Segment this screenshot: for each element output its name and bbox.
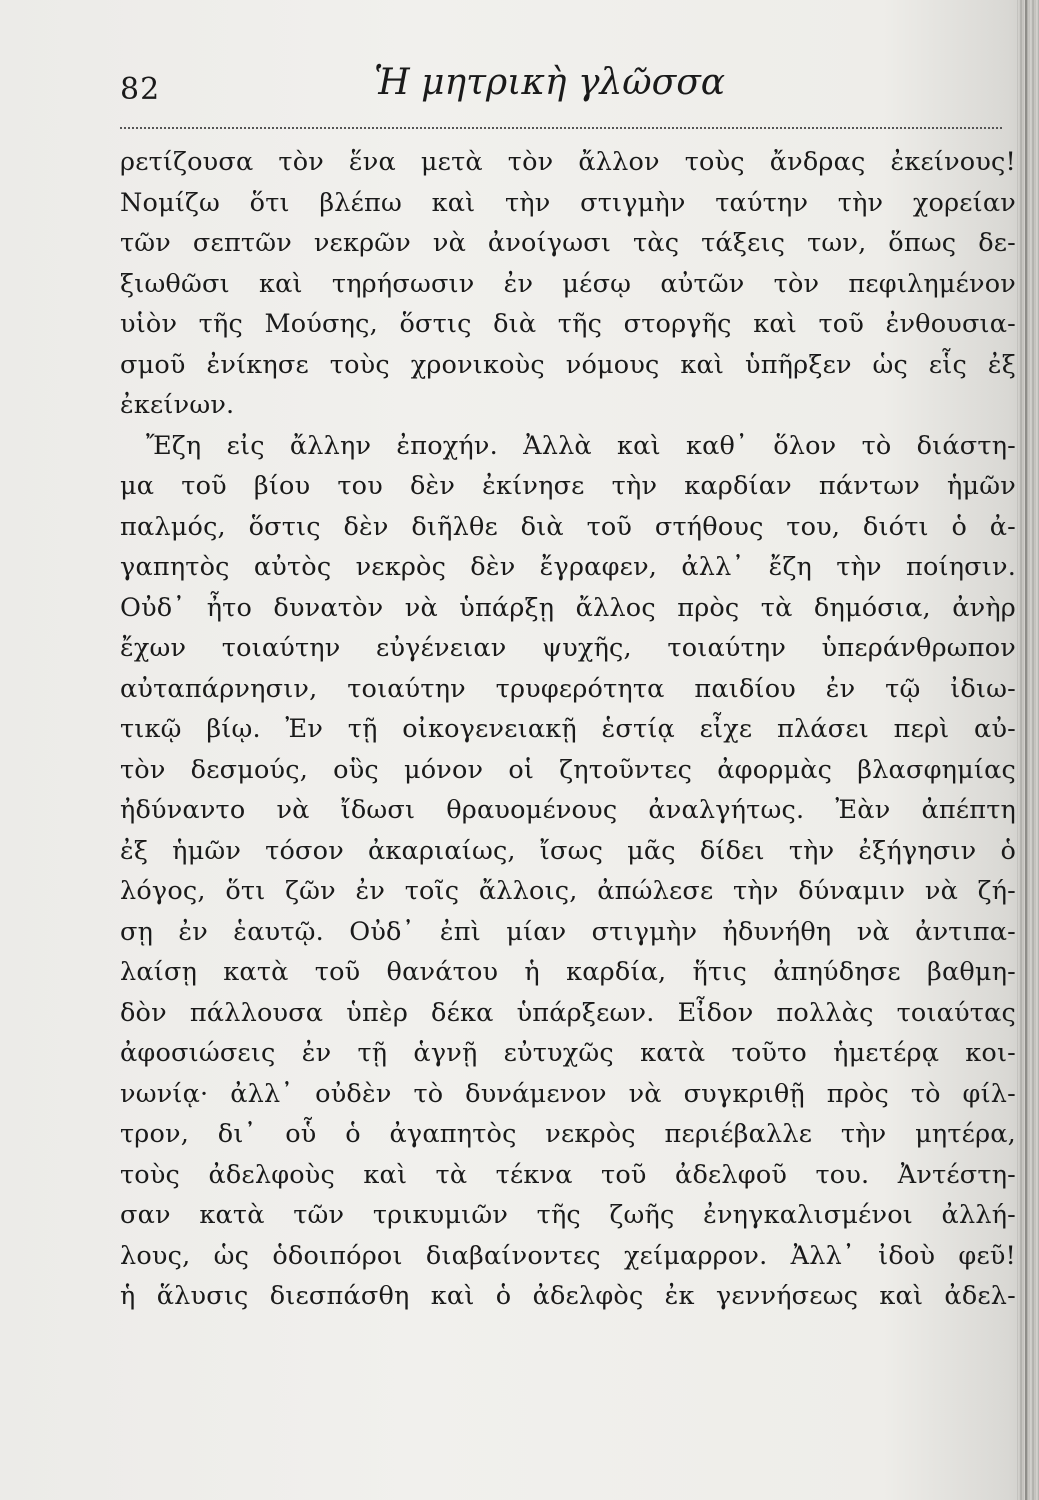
text-line: μα τοῦ βίου του δὲν ἐκίνησε τὴν καρδίαν πάντων ἡμῶν xyxy=(120,471,1016,501)
text-line: νωνίᾳ· ἀλλ᾽ οὐδὲν τὸ δυνάμενον νὰ συγκριθῇ πρὸς τὸ φίλ- xyxy=(120,1078,1016,1109)
text-line: λαίσῃ κατὰ τοῦ θανάτου ἡ καρδία, ἥτις ἀπηύδησε βαθμη- xyxy=(120,957,1016,987)
text-line: ἀφοσιώσεις ἐν τῇ ἁγνῇ εὐτυχῶς κατὰ τοῦτο ἡμετέρᾳ κοι- xyxy=(120,1038,1016,1068)
text-line: ἐξ ἡμῶν τόσον ἀκαριαίως, ἴσως μᾶς δίδει τὴν ἐξήγησιν ὁ xyxy=(120,835,1016,866)
text-line: σαν κατὰ τῶν τρικυμιῶν τῆς ζωῆς ἐνηγκαλισμένοι ἀλλή- xyxy=(120,1200,1016,1230)
text-line: δὸν πάλλουσα ὑπὲρ δέκα ὑπάρξεων. Εἶδον πολλὰς τοιαύτας xyxy=(120,997,1016,1028)
text-line: σμοῦ ἐνίκησε τοὺς χρονικοὺς νόμους καὶ ὑπῆρξεν ὡς εἷς ἐξ xyxy=(120,349,1016,380)
text-line: ἠδύναντο νὰ ἴδωσι θραυομένους ἀναλγήτως. Ἐὰν ἀπέπτη xyxy=(120,795,1016,825)
text-line: τὸν δεσμούς, οὓς μόνον οἱ ζητοῦντες ἀφορμὰς βλασφημίας xyxy=(120,754,1016,785)
running-head xyxy=(120,62,1000,112)
paragraph-first-line: Ἔζη εἰς ἄλλην ἐποχήν. Ἀλλὰ καὶ καθ᾽ ὅλον τὸ διάστη- xyxy=(146,430,1016,461)
text-line: ἔχων τοιαύτην εὐγένειαν ψυχῆς, τοιαύτην ὑπεράνθρωπον xyxy=(120,633,1016,663)
body-text xyxy=(120,142,1016,1317)
text-line: ἡ ἅλυσις διεσπάσθη καὶ ὁ ἀδελφὸς ἐκ γεννήσεως καὶ ἀδελ- xyxy=(120,1281,1016,1311)
header-rule xyxy=(120,127,1002,129)
text-line: ξιωθῶσι καὶ τηρήσωσιν ἐν μέσῳ αὐτῶν τὸν πεφιλημένον xyxy=(120,268,1016,299)
text-line: αὐταπάρνησιν, τοιαύτην τρυφερότητα παιδίου ἐν τῷ ἰδιω- xyxy=(120,673,1016,704)
book-gutter xyxy=(1017,0,1039,1500)
gutter-shadow-line xyxy=(1025,0,1027,1500)
text-line: υἱὸν τῆς Μούσης, ὅστις διὰ τῆς στοργῆς καὶ τοῦ ἐνθουσια- xyxy=(120,309,1016,339)
text-line: λόγος, ὅτι ζῶν ἐν τοῖς ἄλλοις, ἀπώλεσε τὴν δύναμιν νὰ ζή- xyxy=(120,876,1016,906)
running-title: Ἡ μητρικὴ γλῶσσα xyxy=(374,62,726,103)
page-number: 82 xyxy=(120,72,161,107)
text-line: τοὺς ἀδελφοὺς καὶ τὰ τέκνα τοῦ ἀδελφοῦ του. Ἀντέστη- xyxy=(120,1159,1016,1190)
text-line: Νομίζω ὅτι βλέπω καὶ τὴν στιγμὴν ταύτην τὴν χορείαν xyxy=(120,187,1016,218)
text-line: Οὐδ᾽ ἦτο δυνατὸν νὰ ὑπάρξῃ ἄλλος πρὸς τὰ δημόσια, ἀνὴρ xyxy=(120,592,1016,623)
text-line: ρετίζουσα τὸν ἕνα μετὰ τὸν ἄλλον τοὺς ἄνδρας ἐκείνους! xyxy=(120,147,1016,177)
text-line: γαπητὸς αὐτὸς νεκρὸς δὲν ἔγραφεν, ἀλλ᾽ ἔζη τὴν ποίησιν. xyxy=(120,552,1016,582)
text-line: τρον, δι᾽ οὗ ὁ ἀγαπητὸς νεκρὸς περιέβαλλε τὴν μητέρα, xyxy=(120,1119,1016,1149)
text-line: παλμός, ὅστις δὲν διῆλθε διὰ τοῦ στήθους του, διότι ὁ ἀ- xyxy=(120,511,1016,542)
text-line: τῶν σεπτῶν νεκρῶν νὰ ἀνοίγωσι τὰς τάξεις των, ὅπως δε- xyxy=(120,228,1016,258)
text-line: τικῷ βίῳ. Ἐν τῇ οἰκογενειακῇ ἑστίᾳ εἶχε πλάσει περὶ αὐ- xyxy=(120,714,1016,744)
text-line: σῃ ἐν ἑαυτῷ. Οὐδ᾽ ἐπὶ μίαν στιγμὴν ἠδυνήθη νὰ ἀντιπα- xyxy=(120,916,1016,947)
text-line: λους, ὡς ὁδοιπόροι διαβαίνοντες χείμαρρον. Ἀλλ᾽ ἰδοὺ φεῦ! xyxy=(120,1240,1016,1271)
text-line: ἐκείνων. xyxy=(120,390,235,420)
